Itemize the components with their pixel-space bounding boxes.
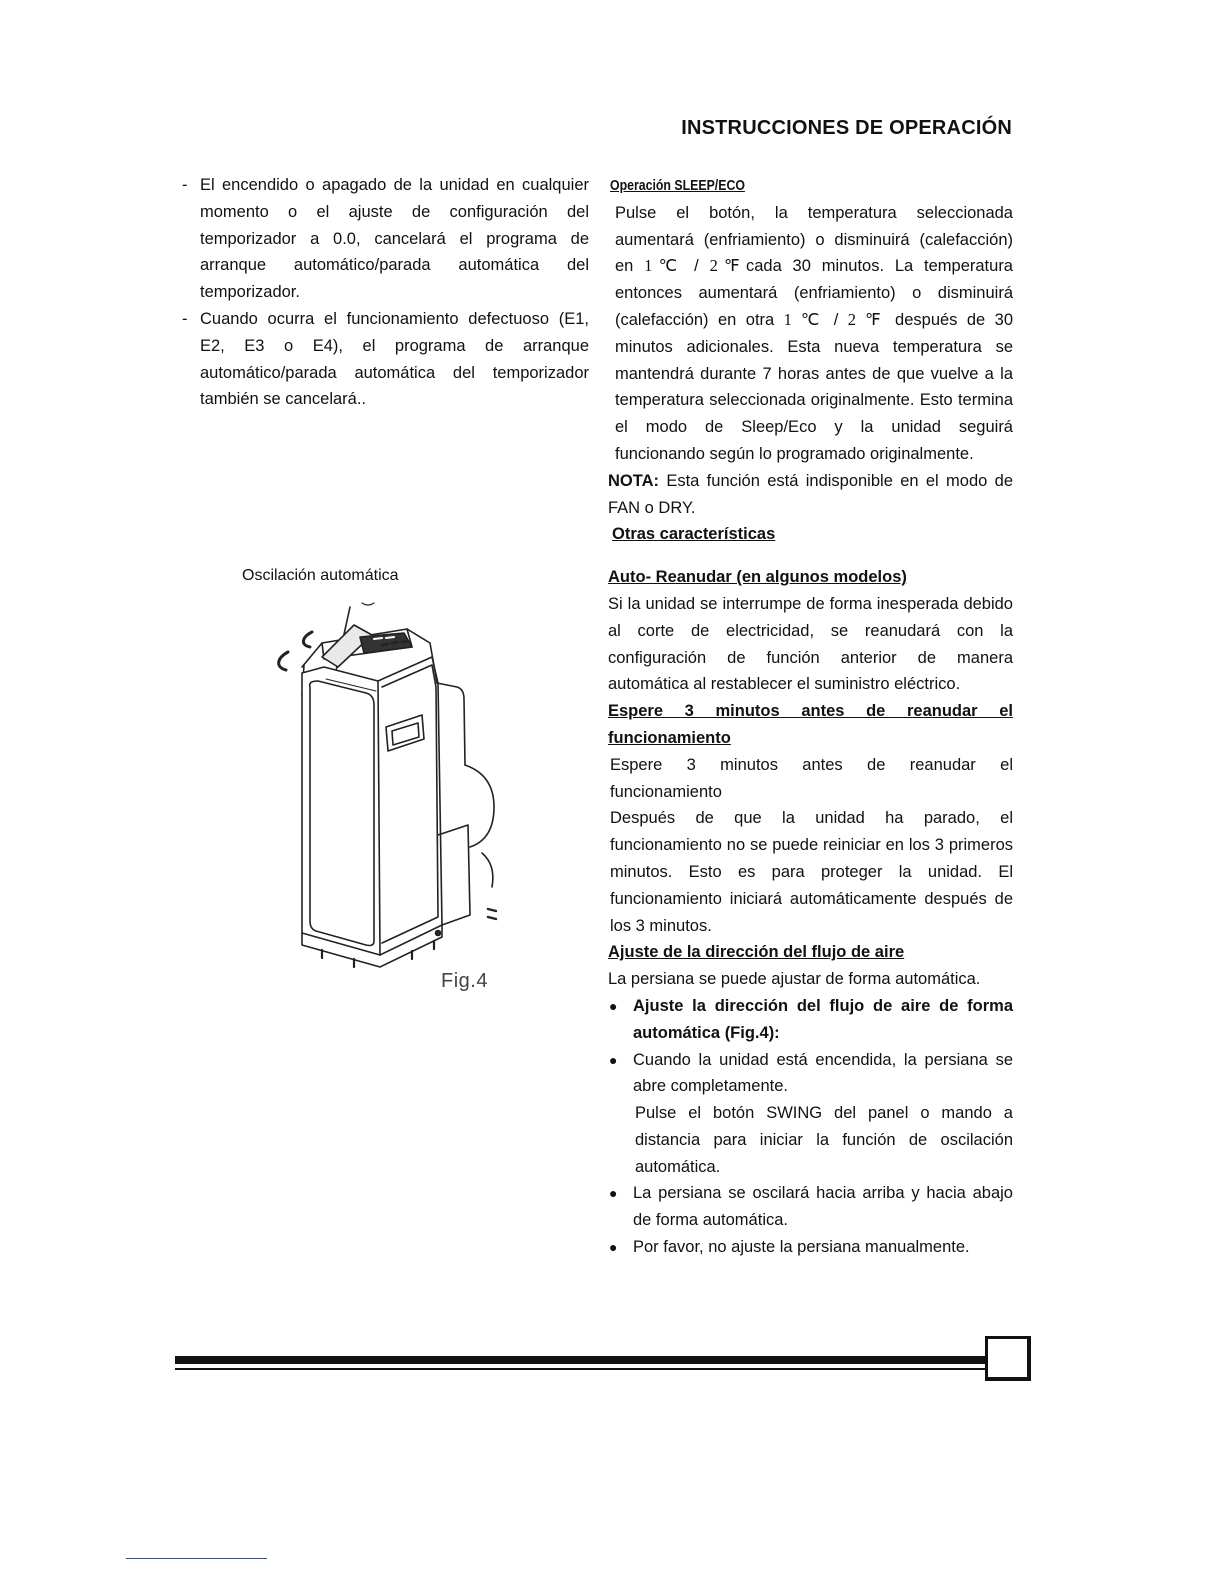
other-features-heading: Otras características — [612, 525, 776, 544]
wait-paragraph-line2: funcionamiento — [610, 782, 722, 801]
unit-celsius: 1 ℃ — [783, 309, 825, 329]
list-item — [182, 306, 589, 413]
wait-heading: Espere 3 minutos antes de reanudar el — [608, 702, 1013, 721]
bullet-marker: ● — [609, 997, 618, 1014]
auto-resume-heading: Auto- Reanudar (en algunos modelos) — [608, 568, 907, 587]
airflow-paragraph: La persiana se puede ajustar de forma automática. — [608, 970, 981, 989]
list-item: ● Cuando la unidad está encendida, la persiana se abre completamente. — [608, 1047, 1013, 1101]
left-column — [182, 172, 589, 413]
note-label: NOTA: — [608, 471, 660, 490]
figure-caption: Oscilación automática — [242, 567, 399, 584]
swing-paragraph: Pulse el botón SWING del panel o mando a distancia para iniciar la función de oscilación automática. — [635, 1104, 1013, 1176]
dash-marker: - — [182, 309, 188, 328]
unit-celsius: 1℃ — [644, 256, 684, 276]
auto-resume-paragraph: Si la unidad se interrumpe de forma inesperada debido al corte de electricidad, se reanudará con la configuración de función anterior de manera automática al restablecer el suministro eléctrico. — [608, 594, 1013, 694]
list-item: ● Por favor, no ajuste la persiana manualmente. — [608, 1234, 1013, 1261]
note-paragraph: NOTA: Esta función está indisponible en el modo de FAN o DRY. — [608, 471, 1013, 517]
right-column — [608, 172, 1013, 1261]
wait-heading-line2: funcionamiento — [608, 728, 731, 747]
unit-fahrenheit: 2℉ — [709, 256, 746, 276]
bullet-marker: ● — [609, 1051, 618, 1068]
dash-marker: - — [182, 176, 188, 194]
wait-paragraph-2: Después de que la unidad ha parado, el funcionamiento no se puede reiniciar en los 3 primeros minutos. Esto es para proteger la unidad. El funcionamiento iniciará automáticamente después de los 3 minutos. — [610, 809, 1013, 935]
list-item-text: Cuando ocurra el funcionamiento defectuoso (E1, E2, E3 o E4), el programa de arranque automático/parada automática del temporizador también se cancelará.. — [200, 309, 589, 409]
list-item: ● La persiana se oscilará hacia arriba y hacia abajo de forma automática. — [608, 1180, 1013, 1234]
list-item: ● Ajuste la dirección del flujo de aire de forma automática (Fig.4): — [608, 993, 1013, 1047]
page-title: INSTRUCCIONES DE OPERACIÓN — [681, 117, 1012, 139]
page-number-box — [985, 1336, 1031, 1381]
unit-fahrenheit: 2 ℉ — [847, 309, 886, 329]
wait-paragraph: Espere 3 minutos antes de reanudar el — [610, 755, 1013, 774]
bullet-marker: ● — [609, 1239, 618, 1256]
portable-air-conditioner-illustration — [262, 595, 512, 975]
sleep-eco-paragraph: Pulse el botón, la temperatura seleccionada aumentará (enfriamiento) o disminuirá (calefacción) en 1℃ / 2℉cada 30 minutos. La temperatura entonces aumentará (enfriamiento) o disminuirá (calefacción) en otra 1 ℃ / 2 ℉ después de 30 minutos adicionales. Esta nueva temperatura se mantendrá durante 7 horas antes de que vuelve a la temperatura seleccionada originalmente. Esto termina el modo de Sleep/Eco y la unidad seguirá funcionando según lo programado originalmente. — [615, 203, 1014, 463]
list-item — [182, 172, 589, 306]
bullet-marker: ● — [609, 1185, 618, 1202]
footnote-line — [126, 1558, 267, 1559]
footer-rule-thin — [175, 1368, 987, 1370]
list-item-text: El encendido o apagado de la unidad en cualquier momento o el ajuste de configuración del temporizador a 0.0, cancelará el programa de arranque automático/parada automática del temporizador. — [200, 176, 589, 302]
airflow-heading: Ajuste de la dirección del flujo de aire — [608, 943, 905, 962]
footer-rule — [175, 1356, 987, 1364]
sleep-eco-heading: Operación SLEEP/ECO — [610, 178, 745, 194]
figure-label: Fig.4 — [441, 970, 488, 992]
